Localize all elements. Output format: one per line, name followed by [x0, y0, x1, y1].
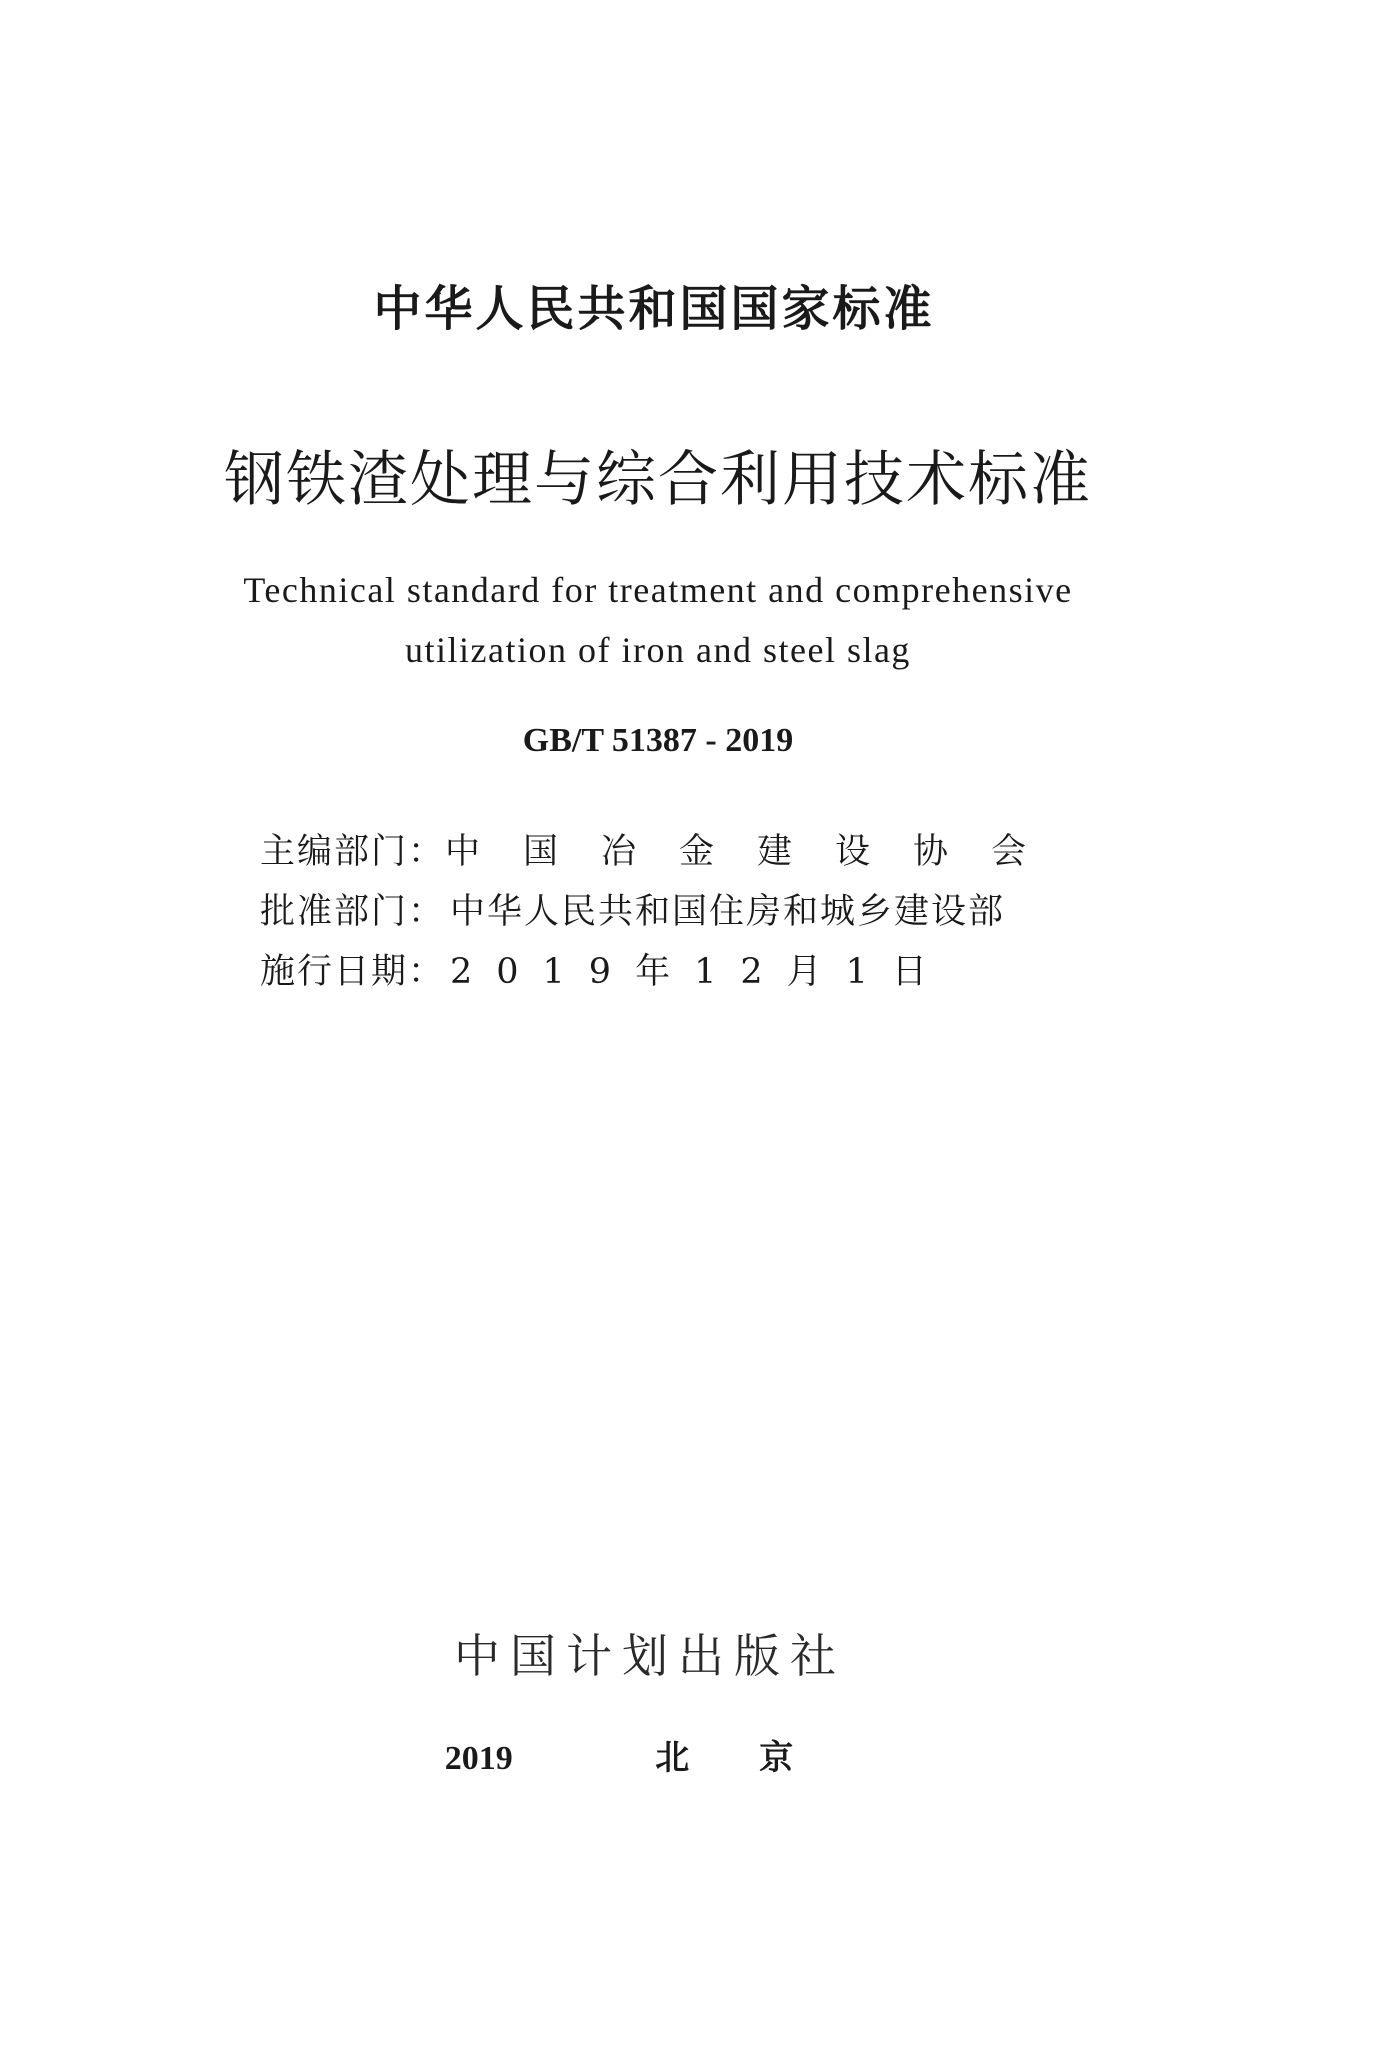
publication-year: 2019 [444, 1740, 513, 1777]
english-title-line-2: utilization of iron and steel slag [405, 630, 911, 670]
editor-row [260, 822, 1070, 882]
english-title [0, 560, 1358, 680]
info-block [260, 822, 1070, 1002]
effective-date-value: 2019年12月1日 [450, 952, 951, 992]
standard-code: GB/T 51387 - 2019 [522, 722, 794, 759]
chinese-title: 钢铁渣处理与综合利用技术标准 [224, 445, 1092, 515]
publisher-name: 中国计划出版社 [454, 1629, 846, 1683]
national-standard-heading: 中华人民共和国国家标准 [373, 281, 935, 337]
approver-label: 批准部门： [260, 892, 446, 932]
approver-row [260, 882, 1060, 942]
english-title-line-1: Technical standard for treatment and comprehensive [243, 570, 1073, 610]
editor-value: 中国冶金建设协会 [445, 832, 1070, 872]
effective-date-label: 施行日期： [260, 952, 446, 992]
approver-value: 中华人民共和国住房和城乡建设部 [450, 892, 1006, 932]
publication-city: 北京 [655, 1738, 864, 1778]
effective-date-row [260, 942, 1060, 1002]
publication-year-city [0, 1730, 1354, 1779]
editor-label: 主编部门： [260, 832, 446, 872]
